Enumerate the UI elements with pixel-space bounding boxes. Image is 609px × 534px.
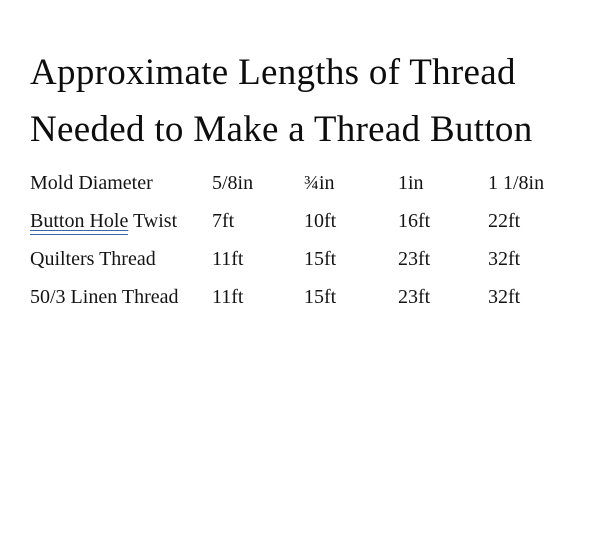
- cell-value: 16ft: [398, 210, 431, 232]
- cell-value: 32ft: [488, 248, 521, 270]
- row-label-quilters-thread: Quilters Thread: [30, 248, 156, 270]
- header-value-5-8in: 5/8in: [212, 172, 254, 194]
- thread-length-table: [30, 164, 590, 316]
- cell-value: 10ft: [304, 210, 337, 232]
- cell-value: 23ft: [398, 286, 431, 308]
- table-row-button-hole-twist: [30, 202, 590, 240]
- row-label-linen-thread: 50/3 Linen Thread: [30, 286, 179, 308]
- cell-value: 15ft: [304, 248, 337, 270]
- table-row-50-3-linen-thread: [30, 278, 590, 316]
- cell-value: 32ft: [488, 286, 521, 308]
- header-value-1-1-8in: 1 1/8in: [488, 172, 545, 194]
- button-hole-link[interactable]: Button Hole: [30, 210, 128, 235]
- cell-value: 7ft: [212, 210, 235, 232]
- cell-value: 15ft: [304, 286, 337, 308]
- page-title-line-1: Approximate Lengths of Thread: [30, 52, 516, 93]
- cell-value: 11ft: [212, 286, 244, 308]
- cell-value: 11ft: [212, 248, 244, 270]
- cell-value: 23ft: [398, 248, 431, 270]
- header-label-mold-diameter: Mold Diameter: [30, 172, 153, 194]
- cell-value: 22ft: [488, 210, 521, 232]
- table-header-row: [30, 164, 590, 202]
- page-title-line-2: Needed to Make a Thread Button: [30, 109, 533, 150]
- header-value-1in: 1in: [398, 172, 424, 194]
- header-value-3-4in: ¾in: [304, 172, 335, 194]
- page-title: [30, 44, 533, 158]
- table-row-quilters-thread: [30, 240, 590, 278]
- row-label-suffix-twist: Twist: [128, 210, 178, 232]
- row-label-button-hole-twist: [30, 202, 212, 240]
